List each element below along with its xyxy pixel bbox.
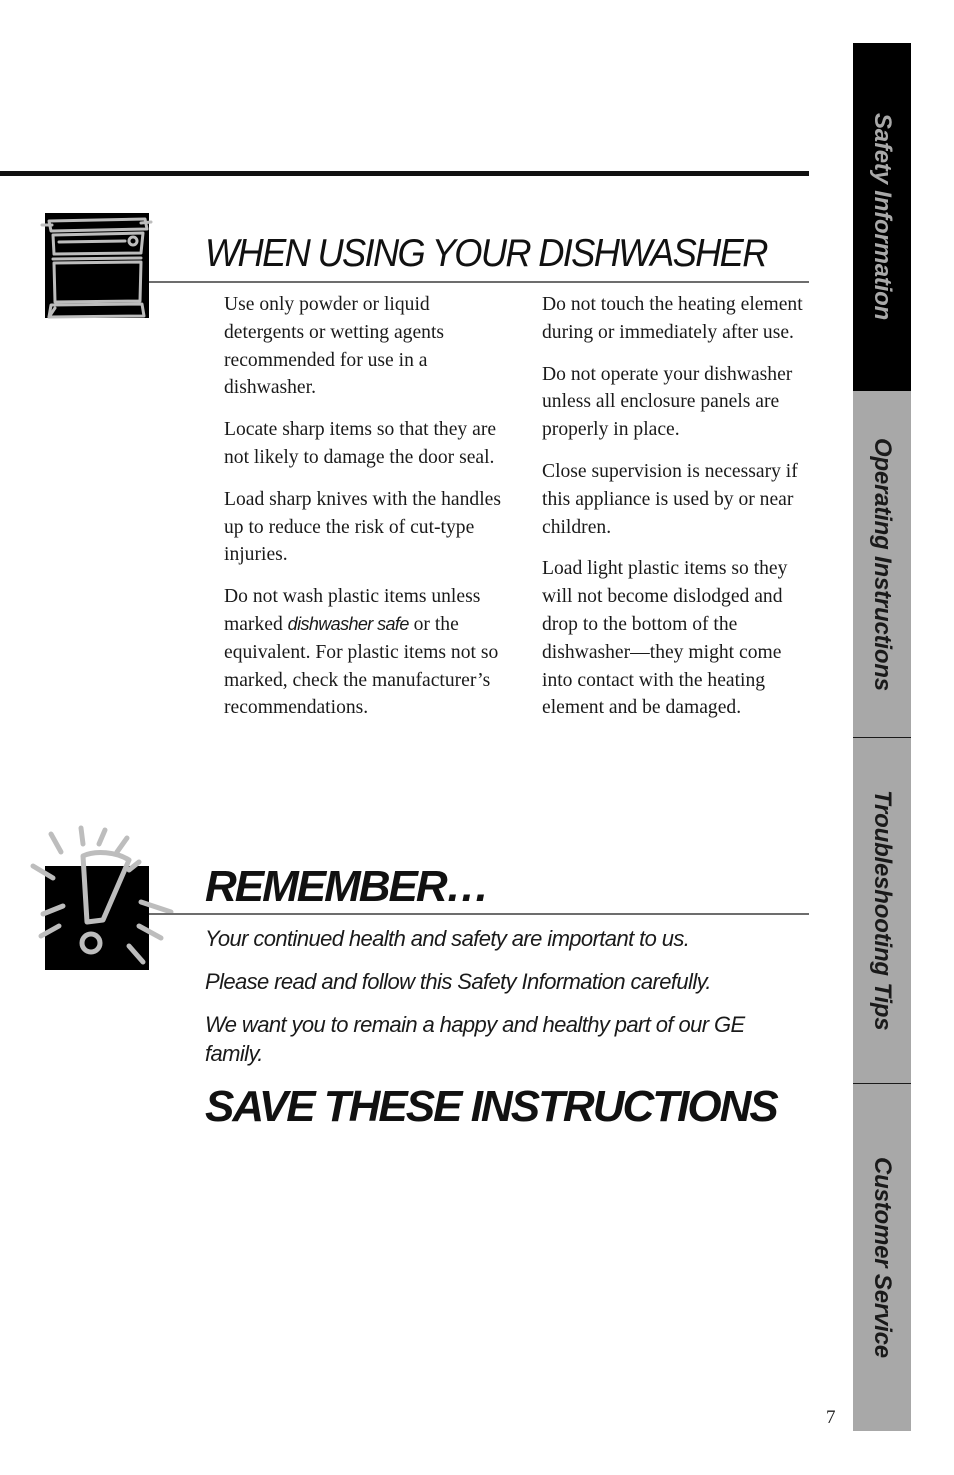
section-rule [149,913,809,915]
right-column [542,291,814,736]
section-title-when-using: WHEN USING YOUR DISHWASHER [205,232,767,275]
tab-label: Safety Information [869,113,896,321]
save-instructions-title: SAVE THESE INSTRUCTIONS [205,1082,777,1131]
dishwasher-icon [45,213,149,318]
tab-label: Operating Instructions [869,437,896,691]
safety-item-plastic [224,583,514,722]
safety-item: Do not operate your dishwasher unless all enclosure panels are properly in place. [542,363,793,441]
remember-lines [205,924,795,1082]
section-title-remember: REMEMBER… [205,862,488,911]
left-column [224,291,514,736]
remember-line: Your continued health and safety are important to us. [205,926,690,951]
top-rule [0,171,809,176]
tab-troubleshooting-tips[interactable] [853,738,911,1083]
safety-item: Load light plastic items so they will not become dislodged and drop to the bottom of the dishwasher—they might come into contact with the heating element and be damaged. [542,558,788,719]
section-rule [149,281,809,283]
safety-item: Do not touch the heating element during or immediately after use. [542,294,803,343]
remember-line: Please read and follow this Safety Information carefully. [205,969,711,994]
plastic-text-before: Do not wash plastic items unless marked [224,586,481,635]
tab-label: Troubleshooting Tips [869,790,896,1031]
dishwasher-safe-emphasis: dishwasher safe [287,613,409,634]
safety-item: Load sharp knives with the handles up to reduce the risk of cut-type injuries. [224,488,501,566]
tab-operating-instructions[interactable] [853,391,911,737]
safety-item: Use only powder or liquid detergents or wetting agents recommended for use in a dishwasher. [224,294,445,399]
safety-item: Locate sharp items so that they are not likely to damage the door seal. [224,419,497,468]
tab-label: Customer Service [869,1157,896,1358]
page-number: 7 [826,1407,836,1428]
tab-safety-information[interactable] [853,43,911,391]
plastic-text-after: or the equivalent. For plastic items not so marked, check the manufacturer’s recommendations. [224,613,499,719]
remember-line: We want you to remain a happy and healthy part of our GE family. [205,1012,745,1066]
tab-customer-service[interactable] [853,1084,911,1431]
exclamation-icon [45,866,149,970]
safety-item: Close supervision is necessary if this appliance is used by or near children. [542,460,798,538]
